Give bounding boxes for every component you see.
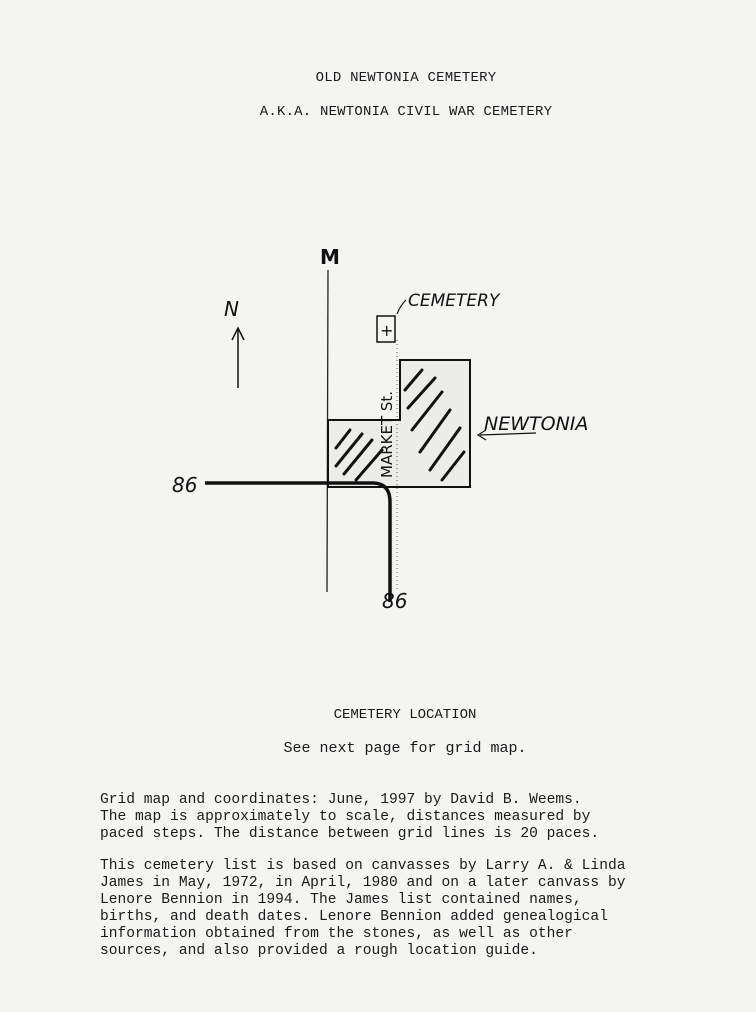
cemetery-label: CEMETERY (408, 291, 500, 311)
road-m-label: M (320, 245, 340, 269)
highway-86 (205, 483, 390, 602)
north-arrow-icon (232, 328, 244, 388)
sources-paragraph: This cemetery list is based on canvasses by Larry A. & Linda James in May, 1972, in April, 1980 and on a later canvass by Lenore Bennion in 1994. The James list contained names, births, and death dates. Lenore Bennion added genealogical information obtained from the stones, as well as other sources, and also provided a rough location guide. (100, 858, 626, 959)
page-title: OLD NEWTONIA CEMETERY (315, 70, 497, 86)
grid-map-paragraph: Grid map and coordinates: June, 1997 by David B. Weems. The map is approximately to scale, distances measured by paced steps. The distance between grid lines is 20 paces. (100, 792, 600, 842)
highway-west-label: 86 (172, 473, 198, 497)
cemetery-pointer-icon (397, 300, 406, 314)
market-street-label: MARKET St. (378, 390, 396, 478)
highway-south-label: 86 (382, 589, 408, 613)
cemetery-symbol: + (380, 321, 394, 340)
map-caption: CEMETERY LOCATION (333, 707, 477, 723)
page-subtitle: A.K.A. NEWTONIA CIVIL WAR CEMETERY (259, 104, 553, 120)
north-label: N (224, 297, 239, 321)
location-map (150, 230, 630, 630)
map-note: See next page for grid map. (283, 740, 527, 757)
newtonia-label: NEWTONIA (484, 413, 589, 435)
